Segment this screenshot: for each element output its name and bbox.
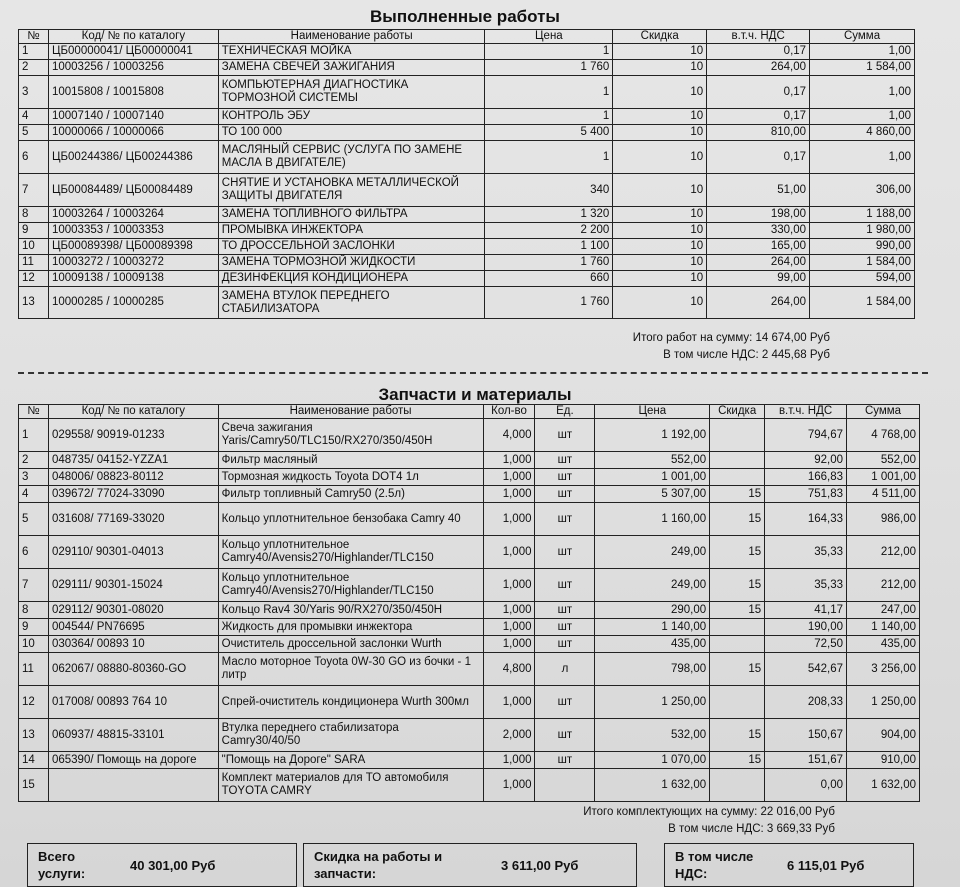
parts-cell: Спрей-очиститель кондиционера Wurth 300мл [218,686,483,719]
parts-cell: 060937/ 48815-33101 [48,719,218,752]
works-cell: 340 [485,174,613,207]
summary-vat-box [664,843,914,887]
parts-cell [48,769,218,802]
works-cell: 6 [19,141,49,174]
parts-cell: 1 140,00 [847,619,920,636]
parts-cell: 4 768,00 [847,419,920,452]
works-cell: ДЕЗИНФЕКЦИЯ КОНДИЦИОНЕРА [218,271,485,287]
works-cell: 9 [19,223,49,239]
parts-cell: 048735/ 04152-YZZA1 [48,452,218,469]
parts-cell: 15 [710,602,765,619]
summary-total-value: 40 301,00 Руб [130,857,216,873]
parts-cell: 1,000 [483,602,535,619]
parts-cell: 030364/ 00893 10 [48,636,218,653]
parts-cell: 1,000 [483,752,535,769]
parts-cell: 798,00 [595,653,710,686]
works-cell: 1 [485,44,613,60]
works-row [19,60,915,76]
works-row [19,239,915,255]
parts-header-cell: Кол-во [483,405,535,419]
parts-cell: 542,67 [765,653,847,686]
works-header-cell: Наименование работы [218,30,485,44]
works-cell: ТЕХНИЧЕСКАЯ МОЙКА [218,44,485,60]
parts-cell: 1 001,00 [595,469,710,486]
parts-cell: шт [535,419,595,452]
parts-cell: шт [535,452,595,469]
works-cell: ЦБ00244386/ ЦБ00244386 [48,141,218,174]
parts-cell: 1 001,00 [847,469,920,486]
parts-cell: шт [535,602,595,619]
parts-cell: 904,00 [847,719,920,752]
works-cell: 0,17 [707,76,810,109]
works-cell: МАСЛЯНЫЙ СЕРВИС (УСЛУГА ПО ЗАМЕНЕ МАСЛА В ДВИГАТЕЛЕ) [218,141,485,174]
works-cell: ЗАМЕНА ТОРМОЗНОЙ ЖИДКОСТИ [218,255,485,271]
works-cell: ЗАМЕНА СВЕЧЕЙ ЗАЖИГАНИЯ [218,60,485,76]
works-totals [560,330,830,364]
parts-cell: 212,00 [847,569,920,602]
works-cell: 1 584,00 [810,287,915,319]
parts-cell: 2 [19,452,49,469]
parts-cell: 910,00 [847,752,920,769]
parts-cell: 029110/ 90301-04013 [48,536,218,569]
works-cell: 10 [613,287,707,319]
works-table [18,29,915,319]
parts-cell: 8 [19,602,49,619]
parts-cell: шт [535,486,595,503]
parts-cell: 12 [19,686,49,719]
parts-total-line: Итого комплектующих на сумму: 22 016,00 Руб [583,806,835,818]
parts-cell: 5 307,00 [595,486,710,503]
works-row [19,44,915,60]
parts-cell: 062067/ 08880-80360-GO [48,653,218,686]
parts-row [19,653,920,686]
parts-cell: Кольцо уплотнительное бензобака Camry 40 [218,503,483,536]
parts-cell: 150,67 [765,719,847,752]
works-cell: 10000285 / 10000285 [48,287,218,319]
parts-cell: 031608/ 77169-33020 [48,503,218,536]
parts-cell: 212,00 [847,536,920,569]
parts-row [19,636,920,653]
works-cell: 51,00 [707,174,810,207]
parts-cell: 1 632,00 [847,769,920,802]
works-cell: 330,00 [707,223,810,239]
parts-cell: шт [535,569,595,602]
parts-cell: шт [535,469,595,486]
parts-cell: 552,00 [595,452,710,469]
parts-cell [710,452,765,469]
parts-cell: 4,800 [483,653,535,686]
works-cell: 10000066 / 10000066 [48,125,218,141]
parts-cell: Фильтр топливный Camry50 (2.5л) [218,486,483,503]
parts-cell: 794,67 [765,419,847,452]
parts-cell: 1 250,00 [595,686,710,719]
summary-discount-label: Скидка на работы и запчасти: [314,849,443,881]
parts-cell: 249,00 [595,569,710,602]
works-row [19,223,915,239]
works-title: Выполненные работы [370,7,560,26]
section-divider [18,372,928,374]
parts-cell: 1 192,00 [595,419,710,452]
works-cell: 810,00 [707,125,810,141]
parts-header-cell: Код/ № по каталогу [48,405,218,419]
parts-row [19,619,920,636]
parts-header-cell: Ед. [535,405,595,419]
works-cell: 11 [19,255,49,271]
parts-row [19,719,920,752]
works-cell: 0,17 [707,44,810,60]
works-cell: КОНТРОЛЬ ЭБУ [218,109,485,125]
parts-cell: 15 [710,653,765,686]
parts-header-cell: Наименование работы [218,405,483,419]
parts-cell: 41,17 [765,602,847,619]
works-row [19,207,915,223]
parts-row [19,469,920,486]
parts-cell: 6 [19,536,49,569]
parts-cell: Кольцо уплотнительное Camry40/Avensis270/Highlander/TLC150 [218,536,483,569]
works-cell: 1 584,00 [810,255,915,271]
parts-row [19,486,920,503]
works-row [19,255,915,271]
parts-cell: 5 [19,503,49,536]
parts-cell: 029112/ 90301-08020 [48,602,218,619]
works-cell: ЗАМЕНА ТОПЛИВНОГО ФИЛЬТРА [218,207,485,223]
works-cell: 10 [613,223,707,239]
works-cell: 7 [19,174,49,207]
works-cell: 1,00 [810,76,915,109]
parts-cell: Кольцо Rav4 30/Yaris 90/RX270/350/450H [218,602,483,619]
parts-cell: 7 [19,569,49,602]
parts-cell: 029558/ 90919-01233 [48,419,218,452]
parts-cell: 1,000 [483,769,535,802]
works-cell: ТО 100 000 [218,125,485,141]
works-cell: 10 [19,239,49,255]
parts-cell: Кольцо уплотнительное Camry40/Avensis270/Highlander/TLC150 [218,569,483,602]
parts-cell: 15 [710,752,765,769]
parts-cell: 986,00 [847,503,920,536]
parts-header-cell: № [19,405,49,419]
parts-cell: 029111/ 90301-15024 [48,569,218,602]
parts-cell [710,619,765,636]
works-cell: 1 760 [485,255,613,271]
summary-discount-box [303,843,637,887]
parts-cell: 1,000 [483,452,535,469]
parts-cell: Фильтр масляный [218,452,483,469]
works-cell: 10 [613,125,707,141]
parts-cell: 1,000 [483,486,535,503]
parts-cell: 039672/ 77024-33090 [48,486,218,503]
parts-cell: 065390/ Помощь на дороге [48,752,218,769]
parts-title: Запчасти и материалы [378,385,572,404]
works-cell: 10 [613,207,707,223]
parts-cell: 35,33 [765,536,847,569]
parts-cell: 290,00 [595,602,710,619]
works-row [19,287,915,319]
parts-cell: Очиститель дроссельной заслонки Wurth [218,636,483,653]
works-cell: 10003256 / 10003256 [48,60,218,76]
works-cell: 1 584,00 [810,60,915,76]
parts-cell: 4 [19,486,49,503]
works-cell: 10 [613,271,707,287]
works-cell: 660 [485,271,613,287]
works-cell: 1 980,00 [810,223,915,239]
parts-cell [710,686,765,719]
parts-cell: 11 [19,653,49,686]
parts-body [19,419,920,802]
works-cell: 264,00 [707,287,810,319]
parts-cell: 4,000 [483,419,535,452]
works-cell: 594,00 [810,271,915,287]
parts-cell: Масло моторное Toyota 0W-30 GO из бочки - 1 литр [218,653,483,686]
parts-row [19,686,920,719]
parts-table [18,404,920,802]
works-header-cell: Скидка [613,30,707,44]
parts-cell: шт [535,636,595,653]
works-cell: ПРОМЫВКА ИНЖЕКТОРА [218,223,485,239]
parts-row [19,536,920,569]
works-cell: 1 760 [485,60,613,76]
parts-cell: Свеча зажигания Yaris/Camry50/TLC150/RX270/350/450H [218,419,483,452]
works-cell: ЦБ00089398/ ЦБ00089398 [48,239,218,255]
parts-cell: 048006/ 08823-80112 [48,469,218,486]
parts-cell: л [535,653,595,686]
works-cell: 10003272 / 10003272 [48,255,218,271]
parts-cell: 3 256,00 [847,653,920,686]
parts-cell: 3 [19,469,49,486]
parts-row [19,769,920,802]
works-row [19,125,915,141]
works-cell: 165,00 [707,239,810,255]
works-cell: 990,00 [810,239,915,255]
works-header-cell: № [19,30,49,44]
works-cell: 264,00 [707,255,810,271]
parts-cell: 1 632,00 [595,769,710,802]
works-cell: 264,00 [707,60,810,76]
works-header-cell: Сумма [810,30,915,44]
parts-cell: шт [535,619,595,636]
works-cell: 1 [485,141,613,174]
parts-cell: 10 [19,636,49,653]
works-cell: 10 [613,255,707,271]
works-cell: 5 [19,125,49,141]
parts-cell: 1,000 [483,503,535,536]
works-vat-line: В том числе НДС: 2 445,68 Руб [663,349,830,361]
parts-cell: 35,33 [765,569,847,602]
parts-vat-line: В том числе НДС: 3 669,33 Руб [668,823,835,835]
parts-cell: 15 [710,536,765,569]
works-cell: ЦБ00084489/ ЦБ00084489 [48,174,218,207]
parts-row [19,503,920,536]
parts-row [19,752,920,769]
parts-cell: 1,000 [483,619,535,636]
works-cell: 1 188,00 [810,207,915,223]
summary-discount-value: 3 611,00 Руб [501,857,579,873]
parts-cell: 190,00 [765,619,847,636]
parts-cell [710,769,765,802]
parts-cell: 15 [710,486,765,503]
parts-cell: 435,00 [847,636,920,653]
parts-cell: 208,33 [765,686,847,719]
works-cell: 4 [19,109,49,125]
parts-header-cell: Сумма [847,405,920,419]
works-cell: ЗАМЕНА ВТУЛОК ПЕРЕДНЕГО СТАБИЛИЗАТОРА [218,287,485,319]
parts-row [19,419,920,452]
works-cell: 0,17 [707,109,810,125]
parts-cell: 1,000 [483,469,535,486]
works-cell: 8 [19,207,49,223]
works-header-cell: Цена [485,30,613,44]
parts-cell [710,419,765,452]
parts-cell: 249,00 [595,536,710,569]
parts-cell: 1,000 [483,686,535,719]
parts-cell: "Помощь на Дороге" SARA [218,752,483,769]
works-cell: 1,00 [810,44,915,60]
works-row [19,174,915,207]
parts-cell: 14 [19,752,49,769]
parts-cell [710,469,765,486]
parts-cell: 15 [19,769,49,802]
works-row [19,271,915,287]
parts-cell: Жидкость для промывки инжектора [218,619,483,636]
parts-cell: 1,000 [483,636,535,653]
parts-cell: 15 [710,503,765,536]
works-cell: 10 [613,239,707,255]
parts-cell: 435,00 [595,636,710,653]
works-cell: 13 [19,287,49,319]
summary-total-box [27,843,297,887]
parts-cell: шт [535,719,595,752]
parts-header-cell: Цена [595,405,710,419]
parts-cell: 9 [19,619,49,636]
works-cell: 5 400 [485,125,613,141]
parts-cell: 552,00 [847,452,920,469]
parts-cell: 15 [710,569,765,602]
parts-cell: 166,83 [765,469,847,486]
parts-cell: 751,83 [765,486,847,503]
works-cell: 0,17 [707,141,810,174]
parts-header-row [19,405,920,419]
works-cell: 1 [485,109,613,125]
summary-vat-label: В том числе НДС: [675,849,754,881]
parts-cell: Втулка переднего стабилизатора Camry30/40/50 [218,719,483,752]
works-cell: 10 [613,44,707,60]
parts-totals [500,804,835,838]
parts-cell: 92,00 [765,452,847,469]
parts-cell: шт [535,503,595,536]
parts-header-cell: Скидка [710,405,765,419]
parts-row [19,452,920,469]
works-cell: 2 [19,60,49,76]
works-cell: 2 200 [485,223,613,239]
works-cell: 1 100 [485,239,613,255]
parts-cell: 004544/ PN76695 [48,619,218,636]
works-cell: 10 [613,109,707,125]
parts-cell [535,769,595,802]
parts-cell: 532,00 [595,719,710,752]
parts-cell: 247,00 [847,602,920,619]
parts-cell: 72,50 [765,636,847,653]
works-row [19,76,915,109]
parts-cell: 1,000 [483,569,535,602]
parts-cell: 1 250,00 [847,686,920,719]
works-cell: 1 320 [485,207,613,223]
works-body [19,44,915,319]
parts-row [19,602,920,619]
works-cell: 1 [19,44,49,60]
works-cell: 10003264 / 10003264 [48,207,218,223]
parts-cell: 0,00 [765,769,847,802]
parts-cell: 4 511,00 [847,486,920,503]
works-cell: 12 [19,271,49,287]
works-total-line: Итого работ на сумму: 14 674,00 Руб [632,332,830,344]
parts-cell: 15 [710,719,765,752]
parts-cell: 13 [19,719,49,752]
works-cell: 99,00 [707,271,810,287]
works-cell: 3 [19,76,49,109]
parts-cell: шт [535,686,595,719]
works-row [19,109,915,125]
parts-cell [710,636,765,653]
works-cell: 1,00 [810,109,915,125]
summary-total-label: Всего услуги: [38,849,86,881]
parts-cell: шт [535,536,595,569]
parts-cell: Комплект материалов для ТО автомобиля TOYOTA CAMRY [218,769,483,802]
works-cell: 1,00 [810,141,915,174]
works-cell: 10015808 / 10015808 [48,76,218,109]
parts-cell: 164,33 [765,503,847,536]
parts-cell: 017008/ 00893 764 10 [48,686,218,719]
parts-cell: 2,000 [483,719,535,752]
works-row [19,141,915,174]
works-cell: 10 [613,174,707,207]
parts-row [19,569,920,602]
works-header-cell: Код/ № по каталогу [48,30,218,44]
works-cell: 1 760 [485,287,613,319]
works-cell: 10009138 / 10009138 [48,271,218,287]
works-cell: 4 860,00 [810,125,915,141]
works-header-cell: в.т.ч. НДС [707,30,810,44]
works-cell: 10007140 / 10007140 [48,109,218,125]
parts-cell: Тормозная жидкость Toyota DOT4 1л [218,469,483,486]
works-header-row [19,30,915,44]
parts-cell: 1,000 [483,536,535,569]
works-cell: 10 [613,60,707,76]
parts-cell: 151,67 [765,752,847,769]
works-cell: 10 [613,141,707,174]
works-cell: 10003353 / 10003353 [48,223,218,239]
parts-cell: 1 070,00 [595,752,710,769]
parts-cell: шт [535,752,595,769]
works-cell: 198,00 [707,207,810,223]
works-cell: 1 [485,76,613,109]
parts-cell: 1 140,00 [595,619,710,636]
works-cell: ЦБ00000041/ ЦБ00000041 [48,44,218,60]
summary-vat-value: 6 115,01 Руб [787,857,865,873]
parts-cell: 1 [19,419,49,452]
parts-header-cell: в.т.ч. НДС [765,405,847,419]
works-cell: КОМПЬЮТЕРНАЯ ДИАГНОСТИКА ТОРМОЗНОЙ СИСТЕМЫ [218,76,485,109]
works-cell: ТО ДРОССЕЛЬНОЙ ЗАСЛОНКИ [218,239,485,255]
parts-cell: 1 160,00 [595,503,710,536]
works-cell: 10 [613,76,707,109]
works-cell: 306,00 [810,174,915,207]
works-cell: СНЯТИЕ И УСТАНОВКА МЕТАЛЛИЧЕСКОЙ ЗАЩИТЫ ДВИГАТЕЛЯ [218,174,485,207]
